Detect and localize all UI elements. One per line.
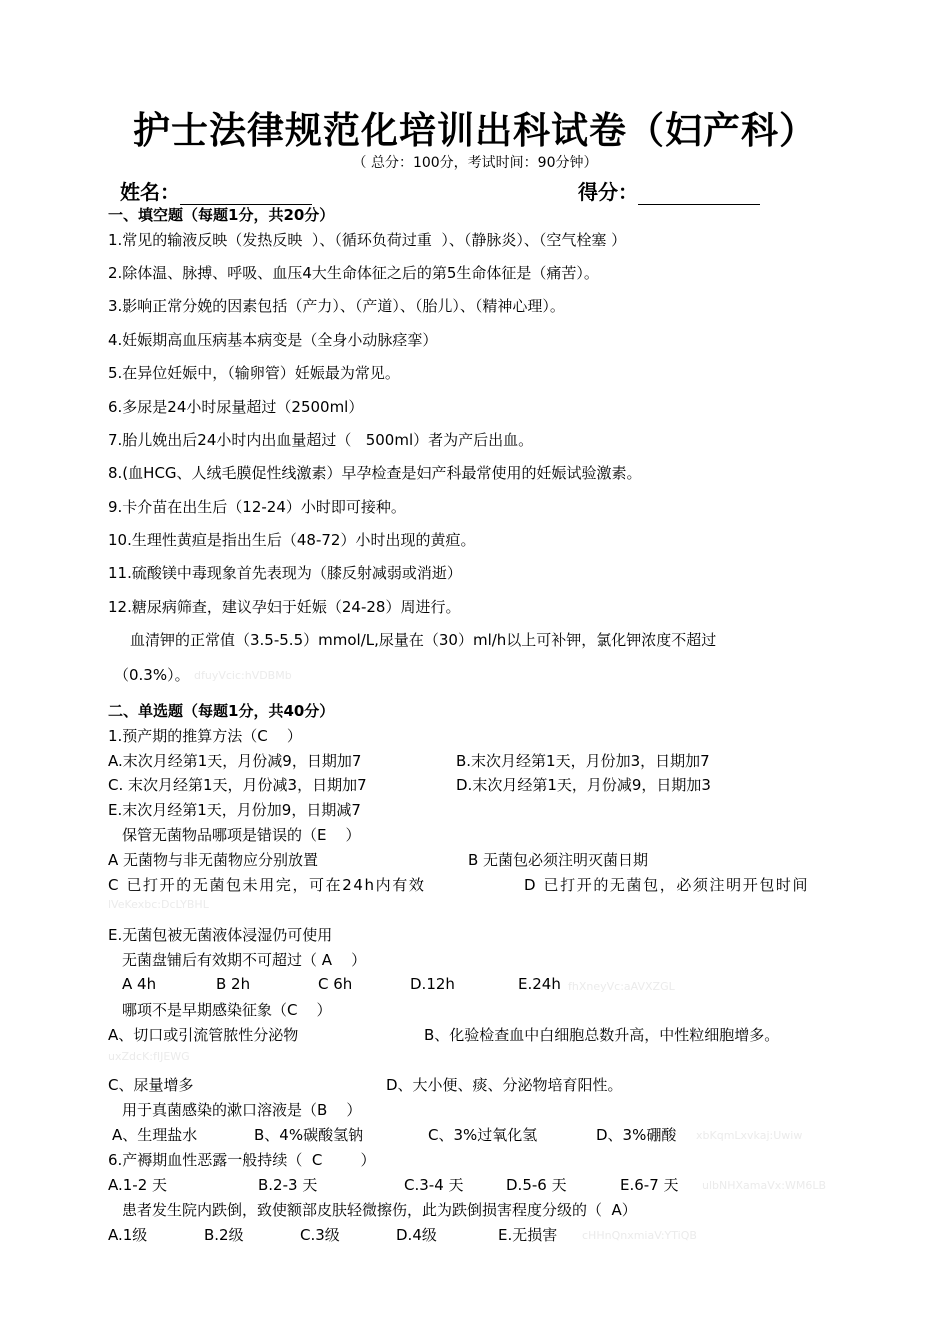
name-blank[interactable] xyxy=(180,184,312,205)
option-e: E.24h xyxy=(518,975,561,993)
option-e: E.无损害 xyxy=(498,1226,558,1244)
option-c: C 6h xyxy=(318,975,353,993)
option-b: B 无菌包必须注明灭菌日期 xyxy=(468,851,649,869)
fill-item: 1.常见的输液反映（发热反映 ）、（循环负荷过重 ）、（静脉炎）、（空气栓塞 ） xyxy=(108,231,627,249)
fill-item: 11.硫酸镁中毒现象首先表现为（膝反射减弱或消逝） xyxy=(108,564,462,582)
option-e: E.6-7 天 xyxy=(620,1176,679,1194)
fill-item: 血清钾的正常值（3.5-5.5）mmol/L,尿量在（30）ml/h以上可补钾，氯化钾浓度不超过 xyxy=(130,631,717,649)
option-a: A、生理盐水 xyxy=(112,1126,198,1144)
question-stem: 6.产褥期血性恶露一般持续（ C ） xyxy=(108,1151,376,1169)
question-stem: 1.预产期的推算方法（C ） xyxy=(108,727,302,745)
question-stem: 哪项不是早期感染征象（C ） xyxy=(122,1001,332,1019)
option-b: B.2-3 天 xyxy=(258,1176,318,1194)
option-a: A 无菌物与非无菌物应分别放置 xyxy=(108,851,319,869)
option-a: A.1-2 天 xyxy=(108,1176,168,1194)
option-c: C、尿量增多 xyxy=(108,1076,194,1094)
option-e: E.无菌包被无菌液体浸湿仍可使用 xyxy=(108,926,333,944)
fill-item: 10.生理性黄疸是指出生后（48-72）小时出现的黄疸。 xyxy=(108,531,476,549)
question-stem: 患者发生院内跌倒，致使额部皮肤轻微擦伤，此为跌倒损害程度分级的（ A） xyxy=(122,1201,637,1219)
option-b: B.末次月经第1天，月份加3，日期加7 xyxy=(456,752,710,770)
fill-item: 7.胎儿娩出后24小时内出血量超过（ 500ml）者为产后出血。 xyxy=(108,431,534,449)
option-a: A.末次月经第1天，月份减9，日期加7 xyxy=(108,752,362,770)
name-label: 姓名： xyxy=(120,180,180,204)
option-c: C.3级 xyxy=(300,1226,340,1244)
section2-heading: 二、单选题（每题1分，共40分） xyxy=(108,702,335,720)
option-b: B、4%碳酸氢钠 xyxy=(254,1126,364,1144)
option-c: C、3%过氧化氢 xyxy=(428,1126,538,1144)
question-stem: 保管无菌物品哪项是错误的（E ） xyxy=(122,826,361,844)
option-a: A、切口或引流管脓性分泌物 xyxy=(108,1026,299,1044)
score-field[interactable] xyxy=(578,176,760,205)
faint-watermark: ulbNHXamaVx:WM6LB xyxy=(702,1179,827,1192)
option-d: D.4级 xyxy=(396,1226,437,1244)
option-c: C 已打开的无菌包未用完，可在24h内有效 xyxy=(108,876,426,894)
faint-watermark: xbKqmLxvkaj:Uwiw xyxy=(696,1129,803,1142)
name-field[interactable] xyxy=(120,176,312,205)
score-label: 得分： xyxy=(578,180,638,204)
option-c: C.3-4 天 xyxy=(404,1176,464,1194)
fill-item: 9.卡介苗在出生后（12-24）小时即可接种。 xyxy=(108,498,406,516)
fill-item: （0.3%）。 xyxy=(114,666,190,684)
faint-watermark: uxZdcK:fIJEWG xyxy=(108,1050,190,1063)
fill-item: 6.多尿是24小时尿量超过（2500ml） xyxy=(108,398,364,416)
option-d: D.末次月经第1天，月份减9，日期加3 xyxy=(456,776,711,794)
fill-item: 5.在异位妊娠中，（输卵管）妊娠最为常见。 xyxy=(108,364,400,382)
option-d: D、3%硼酸 xyxy=(596,1126,677,1144)
faint-watermark: fhXneyVc:aAVXZGL xyxy=(568,980,675,993)
exam-title: 护士法律规范化培训出科试卷（妇产科） xyxy=(133,108,817,152)
question-stem: 用于真菌感染的漱口溶液是（B ） xyxy=(122,1101,362,1119)
faint-watermark: cHHnQnxmiaV:YTiQB xyxy=(582,1229,697,1242)
option-d: D 已打开的无菌包，必须注明开包时间 xyxy=(524,876,810,894)
option-b: B.2级 xyxy=(204,1226,244,1244)
faint-watermark: dfuyVcic:hVDBMb xyxy=(194,669,292,682)
question-stem: 无菌盘铺后有效期不可超过（ A ） xyxy=(122,951,367,969)
option-c: C. 末次月经第1天，月份减3，日期加7 xyxy=(108,776,367,794)
section1-heading: 一、填空题（每题1分，共20分） xyxy=(108,206,335,224)
option-b: B、化验检查血中白细胞总数升高，中性粒细胞增多。 xyxy=(424,1026,780,1044)
fill-item: 4.妊娠期高血压病基本病变是（全身小动脉痉挛） xyxy=(108,331,438,349)
fill-item: 2.除体温、脉搏、呼吸、血压4大生命体征之后的第5生命体征是（痛苦）。 xyxy=(108,264,599,282)
option-d: D.5-6 天 xyxy=(506,1176,567,1194)
option-d: D.12h xyxy=(410,975,455,993)
fill-item: 12.糖尿病筛查，建议孕妇于妊娠（24-28）周进行。 xyxy=(108,598,461,616)
faint-watermark: lVeKexbc:DcLYBHL xyxy=(108,898,209,911)
option-e: E.末次月经第1天，月份加9，日期减7 xyxy=(108,801,361,819)
option-a: A 4h xyxy=(122,975,157,993)
exam-subtitle: （ 总分：100分，考试时间：90分钟） xyxy=(352,155,598,171)
fill-item: 3.影响正常分娩的因素包括（产力）、（产道）、（胎儿）、（精神心理）。 xyxy=(108,297,565,315)
score-blank[interactable] xyxy=(638,184,760,205)
option-a: A.1级 xyxy=(108,1226,148,1244)
fill-item: 8.(血HCG、人绒毛膜促性线激素）早孕检查是妇产科最常使用的妊娠试验激素。 xyxy=(108,464,642,482)
option-b: B 2h xyxy=(216,975,251,993)
option-d: D、大小便、痰、分泌物培育阳性。 xyxy=(386,1076,623,1094)
